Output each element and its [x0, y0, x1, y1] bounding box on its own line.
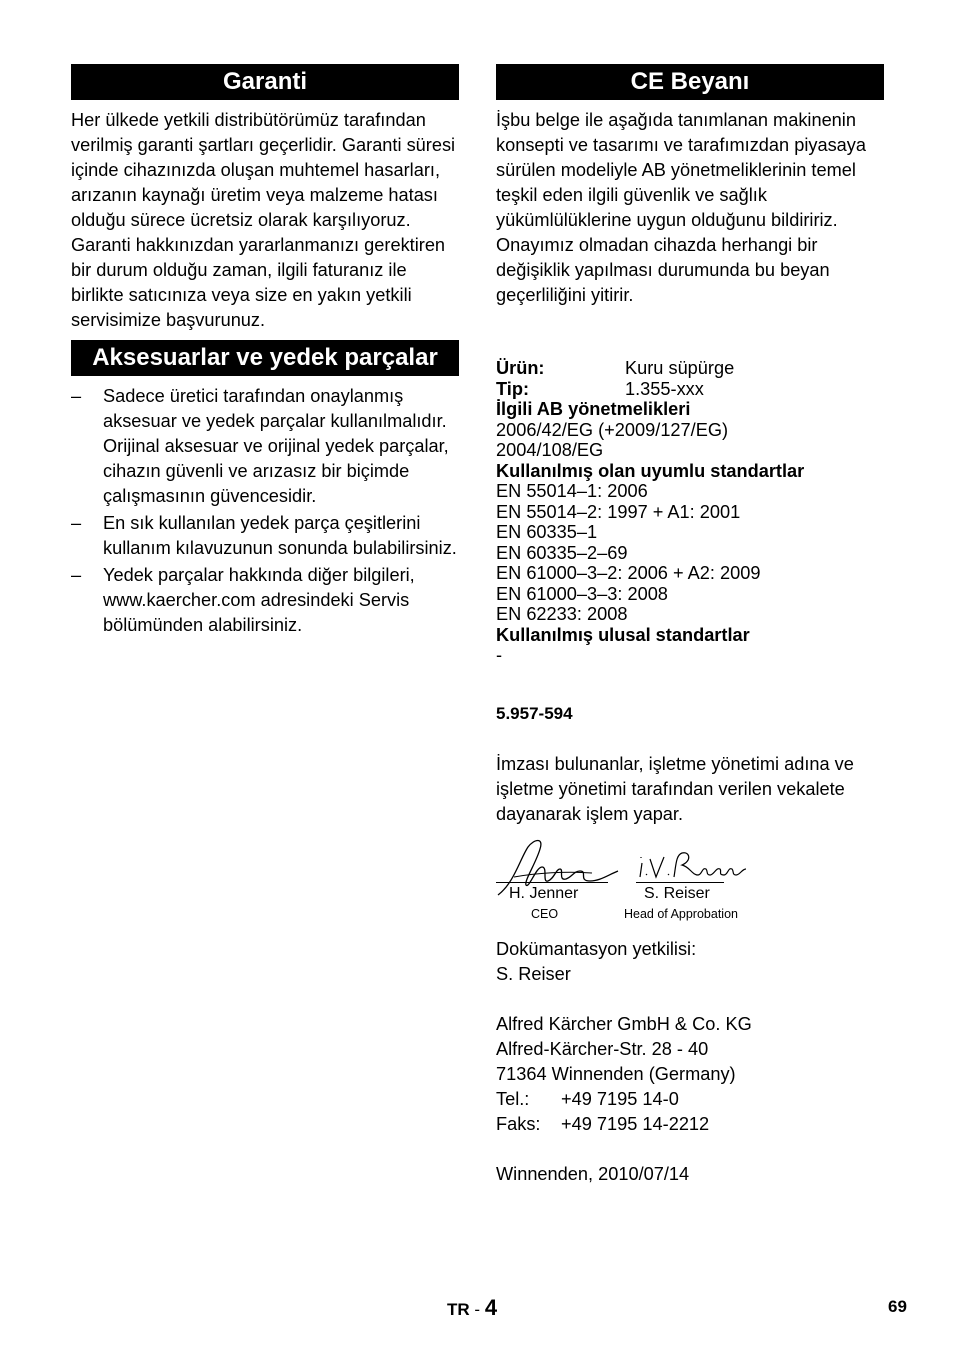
list-item-text: Yedek parçalar hakkında diğer bilgileri, www.kaercher.com adresindeki Servis bölümünden alabilirsiniz. — [103, 565, 415, 635]
standard-item: EN 62233: 2008 — [496, 604, 628, 624]
product-value: Kuru süpürge — [625, 358, 735, 378]
footer-separator: - — [474, 1300, 481, 1319]
company-address — [496, 1012, 884, 1137]
tel-row — [496, 1087, 884, 1112]
signer-1-role: CEO — [531, 906, 559, 921]
document-number: 5.957-594 — [496, 703, 573, 723]
type-value: 1.355-xxx — [625, 378, 704, 399]
standard-item: EN 60335–1 — [496, 522, 598, 542]
signature-block — [496, 837, 884, 937]
signature-line-2 — [636, 882, 724, 883]
list-item — [71, 563, 459, 638]
accessories-heading: Aksesuarlar ve yedek parçalar — [71, 340, 459, 376]
product-label: Ürün: — [496, 358, 545, 378]
signer-1-name: H. Jenner — [509, 884, 579, 902]
footer-section — [447, 1295, 497, 1321]
fax-label: Faks: — [496, 1113, 541, 1134]
doc-officer-label: Dokümantasyon yetkilisi: — [496, 938, 697, 959]
product-spec — [496, 358, 884, 666]
list-item — [71, 384, 459, 509]
dash-bullet: – — [71, 565, 82, 585]
harmonized-label: Kullanılmış olan uyumlu standartlar — [496, 460, 805, 481]
fax-value: +49 7195 14-2212 — [561, 1113, 710, 1134]
ce-heading: CE Beyanı — [496, 64, 884, 100]
garanti-heading: Garanti — [71, 64, 459, 100]
type-label: Tip: — [496, 378, 530, 399]
directives-label: İlgili AB yönetmelikleri — [496, 399, 691, 419]
company-name: Alfred Kärcher GmbH & Co. KG — [496, 1013, 752, 1034]
list-item — [71, 511, 459, 561]
ce-text: İşbu belge ile aşağıda tanımlanan makinenin konsepti ve tasarımı ve tarafımızdan piyasaya sürülen modeliyle AB yönetmeliklerinin temel teşkil eden ilgili güvenlik ve sağlık yükümlülüklerine uygun olduğunu bildiririz. Onayımız olmadan cihazda herhangi bir değişiklik yapılması durumunda bu beyan geçerliliğini yitirir. — [496, 110, 866, 305]
footer-lang: TR — [447, 1300, 470, 1319]
tel-label: Tel.: — [496, 1088, 530, 1109]
list-item-text: Sadece üretici tarafından onaylanmış aksesuar ve yedek parçalar kullanılmalıdır. Orijinal aksesuar ve orijinal yedek parçalar, cihazın güvenli ve arızasız bir biçimde çalışmasının güvencesidir. — [103, 386, 449, 506]
place-date: Winnenden, 2010/07/14 — [496, 1163, 690, 1184]
signer-2-name: S. Reiser — [644, 884, 710, 902]
documentation-officer — [496, 937, 884, 987]
national-label: Kullanılmış ulusal standartlar — [496, 624, 750, 645]
left-column — [71, 64, 459, 640]
garanti-text: Her ülkede yetkili distribütörümüz tarafından verilmiş garanti şartları geçerlidir. Garanti süresi içinde cihazınızda oluşan muhtemel hasarları, arızanın kaynağı üretim veya malzeme hatası olduğu sürece ücretsiz olarak karşılıyoruz. Garanti hakkınızdan yararlanmanızı gerektiren bir durum olduğu zaman, ilgili faturanız ile birlikte satıcınıza veya size en yakın yetkili servisimize başvurunuz. — [71, 110, 456, 330]
product-row — [496, 358, 884, 379]
standard-item: EN 60335–2–69 — [496, 542, 628, 563]
fax-row — [496, 1112, 884, 1137]
signature-line-1 — [496, 882, 608, 883]
right-column — [496, 64, 884, 1187]
dash-bullet: – — [71, 386, 82, 406]
page-number: 69 — [888, 1297, 907, 1316]
signature-reiser-icon — [636, 847, 756, 887]
standard-item: EN 55014–1: 2006 — [496, 481, 648, 501]
accessories-list — [71, 384, 459, 638]
dash-bullet: – — [71, 513, 82, 533]
company-street: Alfred-Kärcher-Str. 28 - 40 — [496, 1038, 709, 1059]
standard-item: EN 61000–3–2: 2006 + A2: 2009 — [496, 563, 761, 583]
national-value: - — [496, 645, 503, 665]
standard-item: EN 55014–2: 1997 + A1: 2001 — [496, 501, 741, 522]
doc-officer-name: S. Reiser — [496, 963, 571, 984]
directive-item: 2006/42/EG (+2009/127/EG) — [496, 419, 729, 440]
type-row — [496, 379, 884, 400]
company-city: 71364 Winnenden (Germany) — [496, 1063, 736, 1084]
footer-section-page: 4 — [484, 1295, 498, 1320]
tel-value: +49 7195 14-0 — [561, 1088, 679, 1109]
signer-2-role: Head of Approbation — [624, 906, 738, 921]
directive-item: 2004/108/EG — [496, 440, 604, 460]
list-item-text: En sık kullanılan yedek parça çeşitlerini kullanım kılavuzunun sonunda bulabilirsiniz. — [103, 513, 457, 558]
standard-item: EN 61000–3–3: 2008 — [496, 583, 668, 604]
signatories-text: İmzası bulunanlar, işletme yönetimi adına ve işletme yönetimi tarafından verilen vekalete dayanarak işlem yapar. — [496, 753, 854, 824]
